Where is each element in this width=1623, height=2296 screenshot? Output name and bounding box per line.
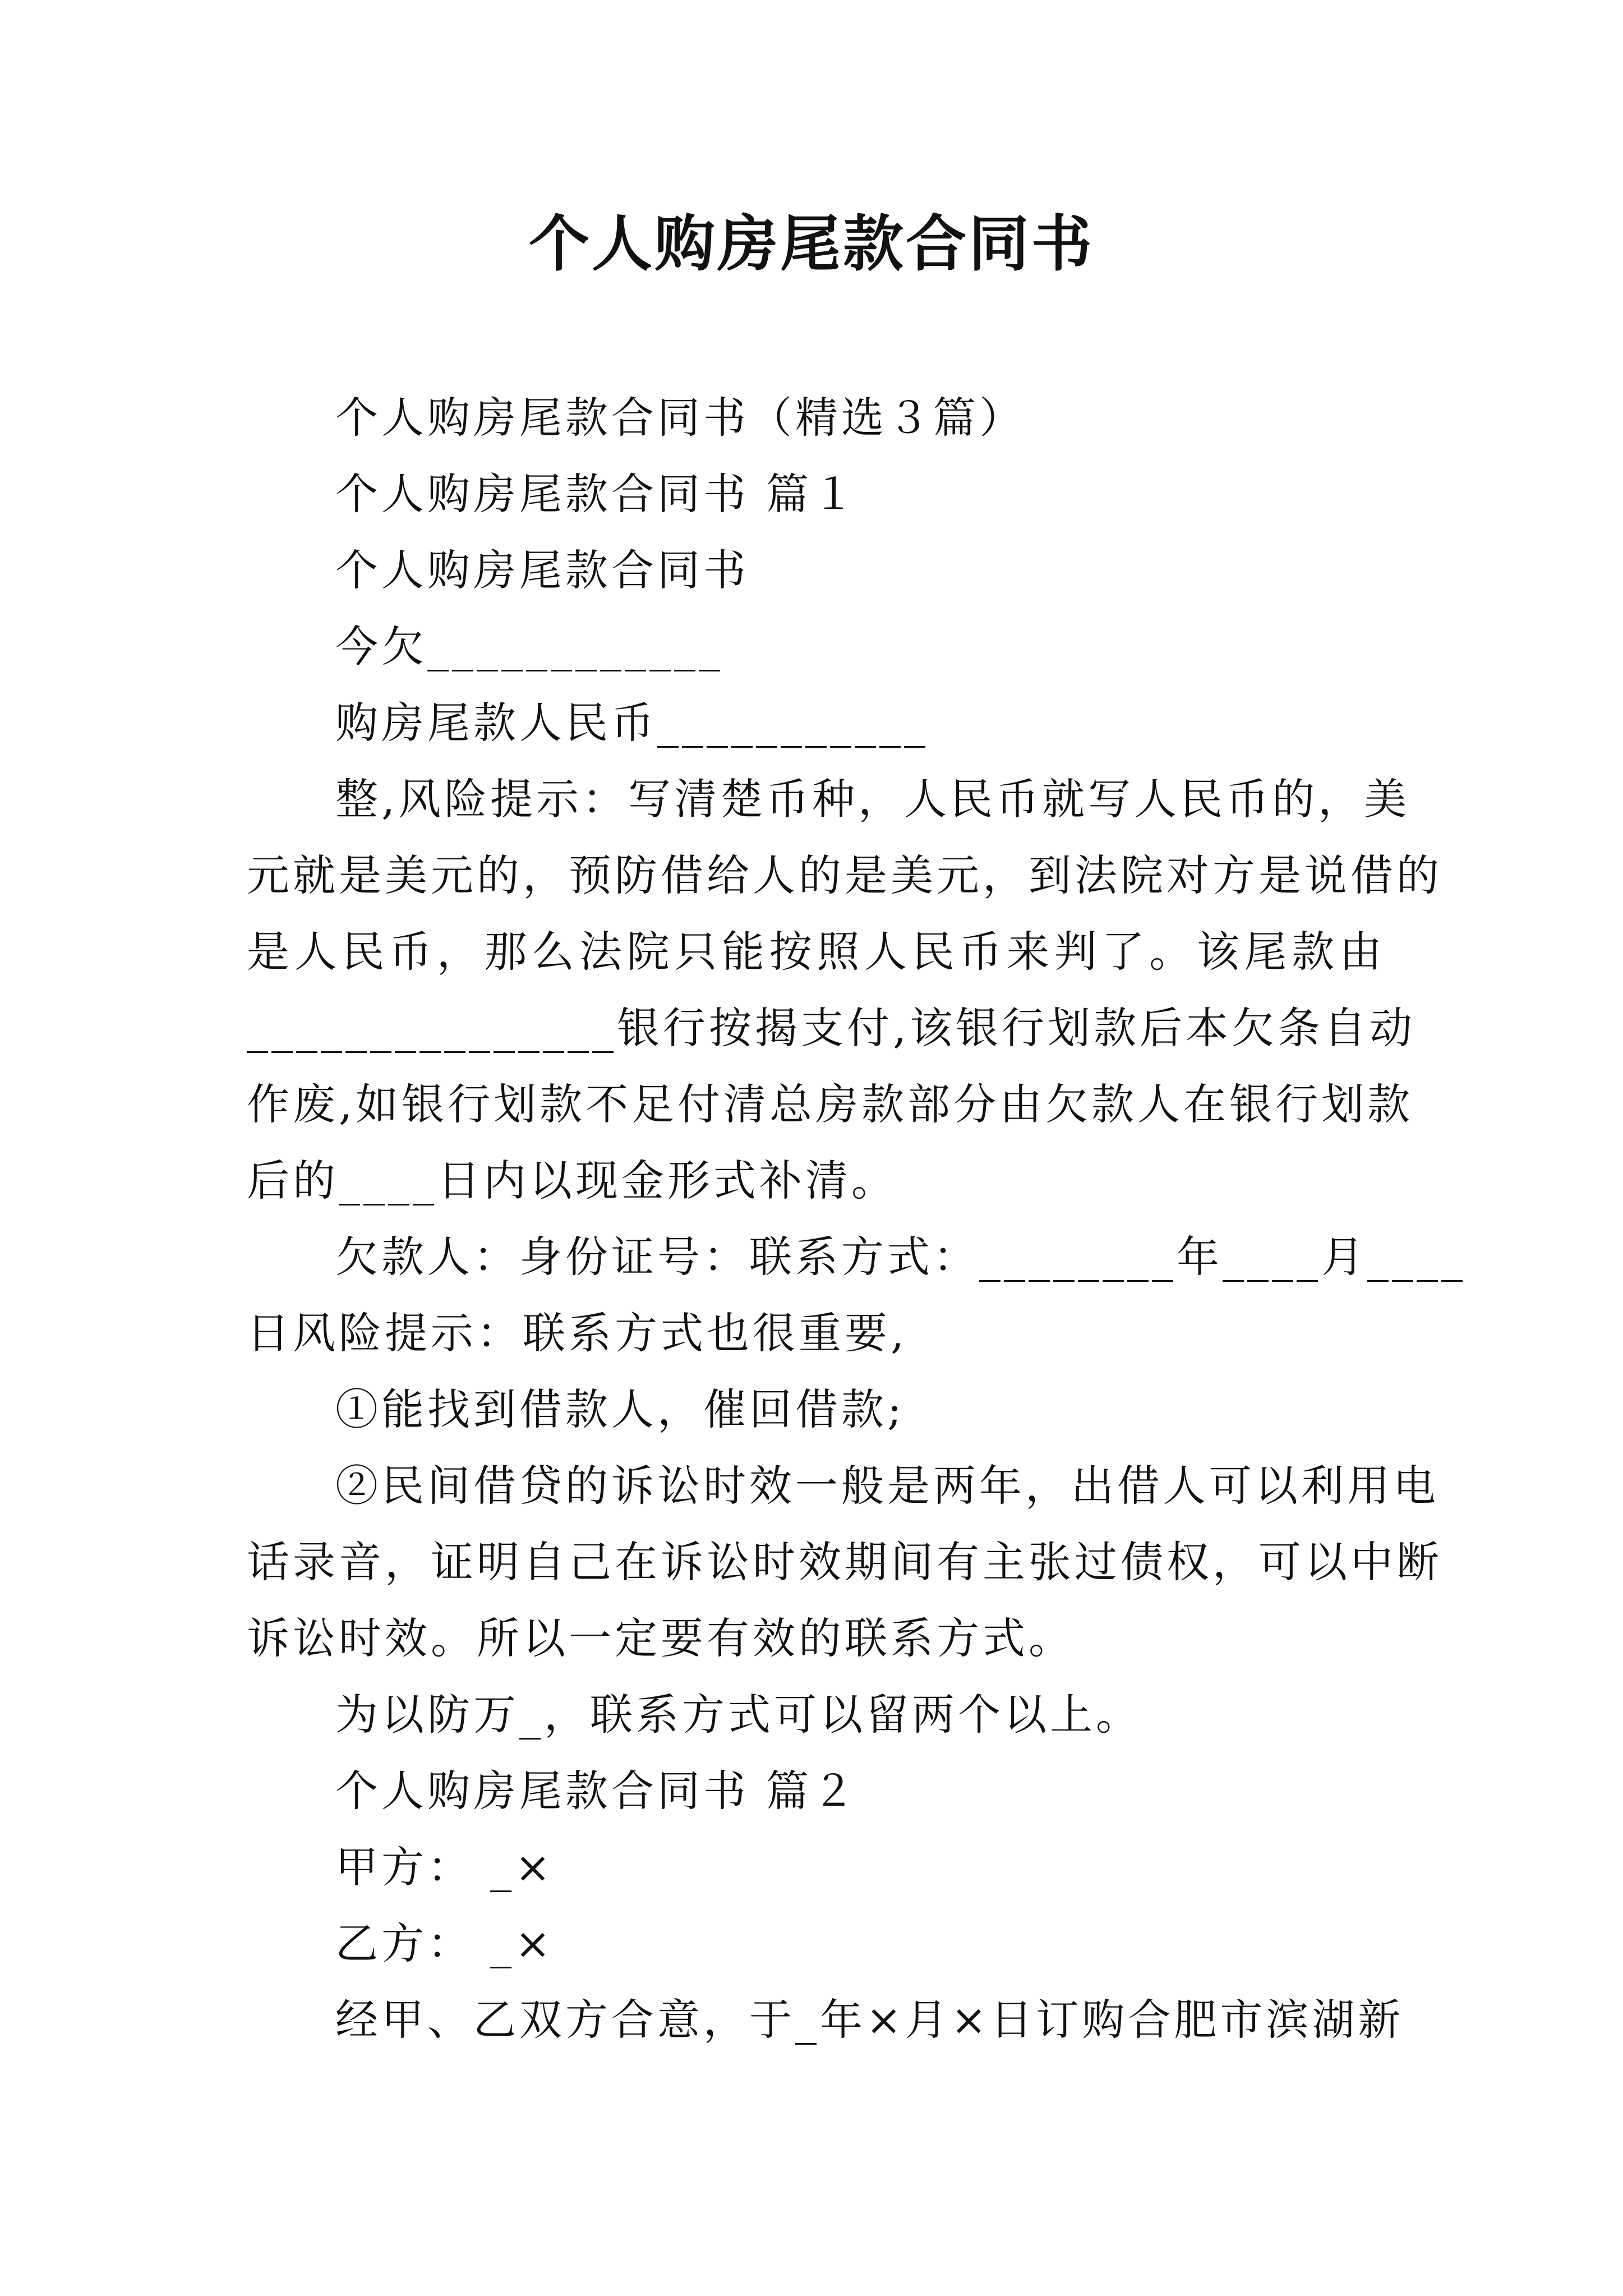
list-item: ①能找到借款人，催回借款;: [335, 1384, 905, 1434]
bank-blank: _______________: [247, 1003, 617, 1053]
paragraph-line: 整,风险提示：写清楚币种，人民币就写人民币的，美: [335, 774, 1410, 824]
debtor-line: 欠款人：身份证号：联系方式：________年____月____: [335, 1232, 1466, 1282]
paragraph-line: 后的____日内以现金形式补清。: [247, 1156, 897, 1205]
debt-line: [335, 616, 1385, 678]
list-item: ②民间借贷的诉讼时效一般是两年，出借人可以利用电: [335, 1461, 1439, 1511]
paragraph-line: 作废,如银行划款不足付清总房款部分由欠款人在银行划款: [247, 1079, 1414, 1129]
section-heading-1: 个人购房尾款合同书 篇１: [335, 469, 859, 519]
document-title: 个人购房尾款合同书: [528, 209, 1094, 279]
bank-text: 银行按揭支付,该银行划款后本欠条自动: [617, 1003, 1416, 1053]
debt-label: 今欠: [335, 622, 427, 671]
paragraph-line: 元就是美元的，预防借给人的是美元，到法院对方是说借的: [247, 850, 1442, 900]
amount-line: [335, 692, 1385, 754]
paragraph-line: 话录音，证明自己在诉讼时效期间有主张过债权，可以中断: [247, 1537, 1442, 1587]
contract-heading: 个人购房尾款合同书: [335, 545, 749, 595]
amount-label: 购房尾款人民币: [335, 698, 657, 748]
paragraph-line: 日风险提示：联系方式也很重要,: [247, 1308, 908, 1358]
paragraph-line: 经甲、乙双方合意，于_年×月×日订购合肥市滨湖新: [335, 1995, 1404, 2045]
section-heading-2: 个人购房尾款合同书 篇２: [335, 1766, 859, 1816]
amount-blank: ___________: [657, 698, 929, 748]
party-b-line: 乙方： _×: [335, 1918, 554, 1968]
party-a-line: 甲方： _×: [335, 1842, 554, 1892]
paragraph-line: [247, 997, 1416, 1059]
paragraph-line: 诉讼时效。所以一定要有效的联系方式。: [247, 1613, 1075, 1663]
debt-blank: ____________: [427, 622, 723, 671]
paragraph-line: 是人民币，那么法院只能按照人民币来判了。该尾款由: [247, 927, 1385, 977]
subtitle-line: 个人购房尾款合同书（精选３篇）: [335, 393, 1025, 443]
paragraph-line: 为以防万_，联系方式可以留两个以上。: [335, 1690, 1142, 1740]
